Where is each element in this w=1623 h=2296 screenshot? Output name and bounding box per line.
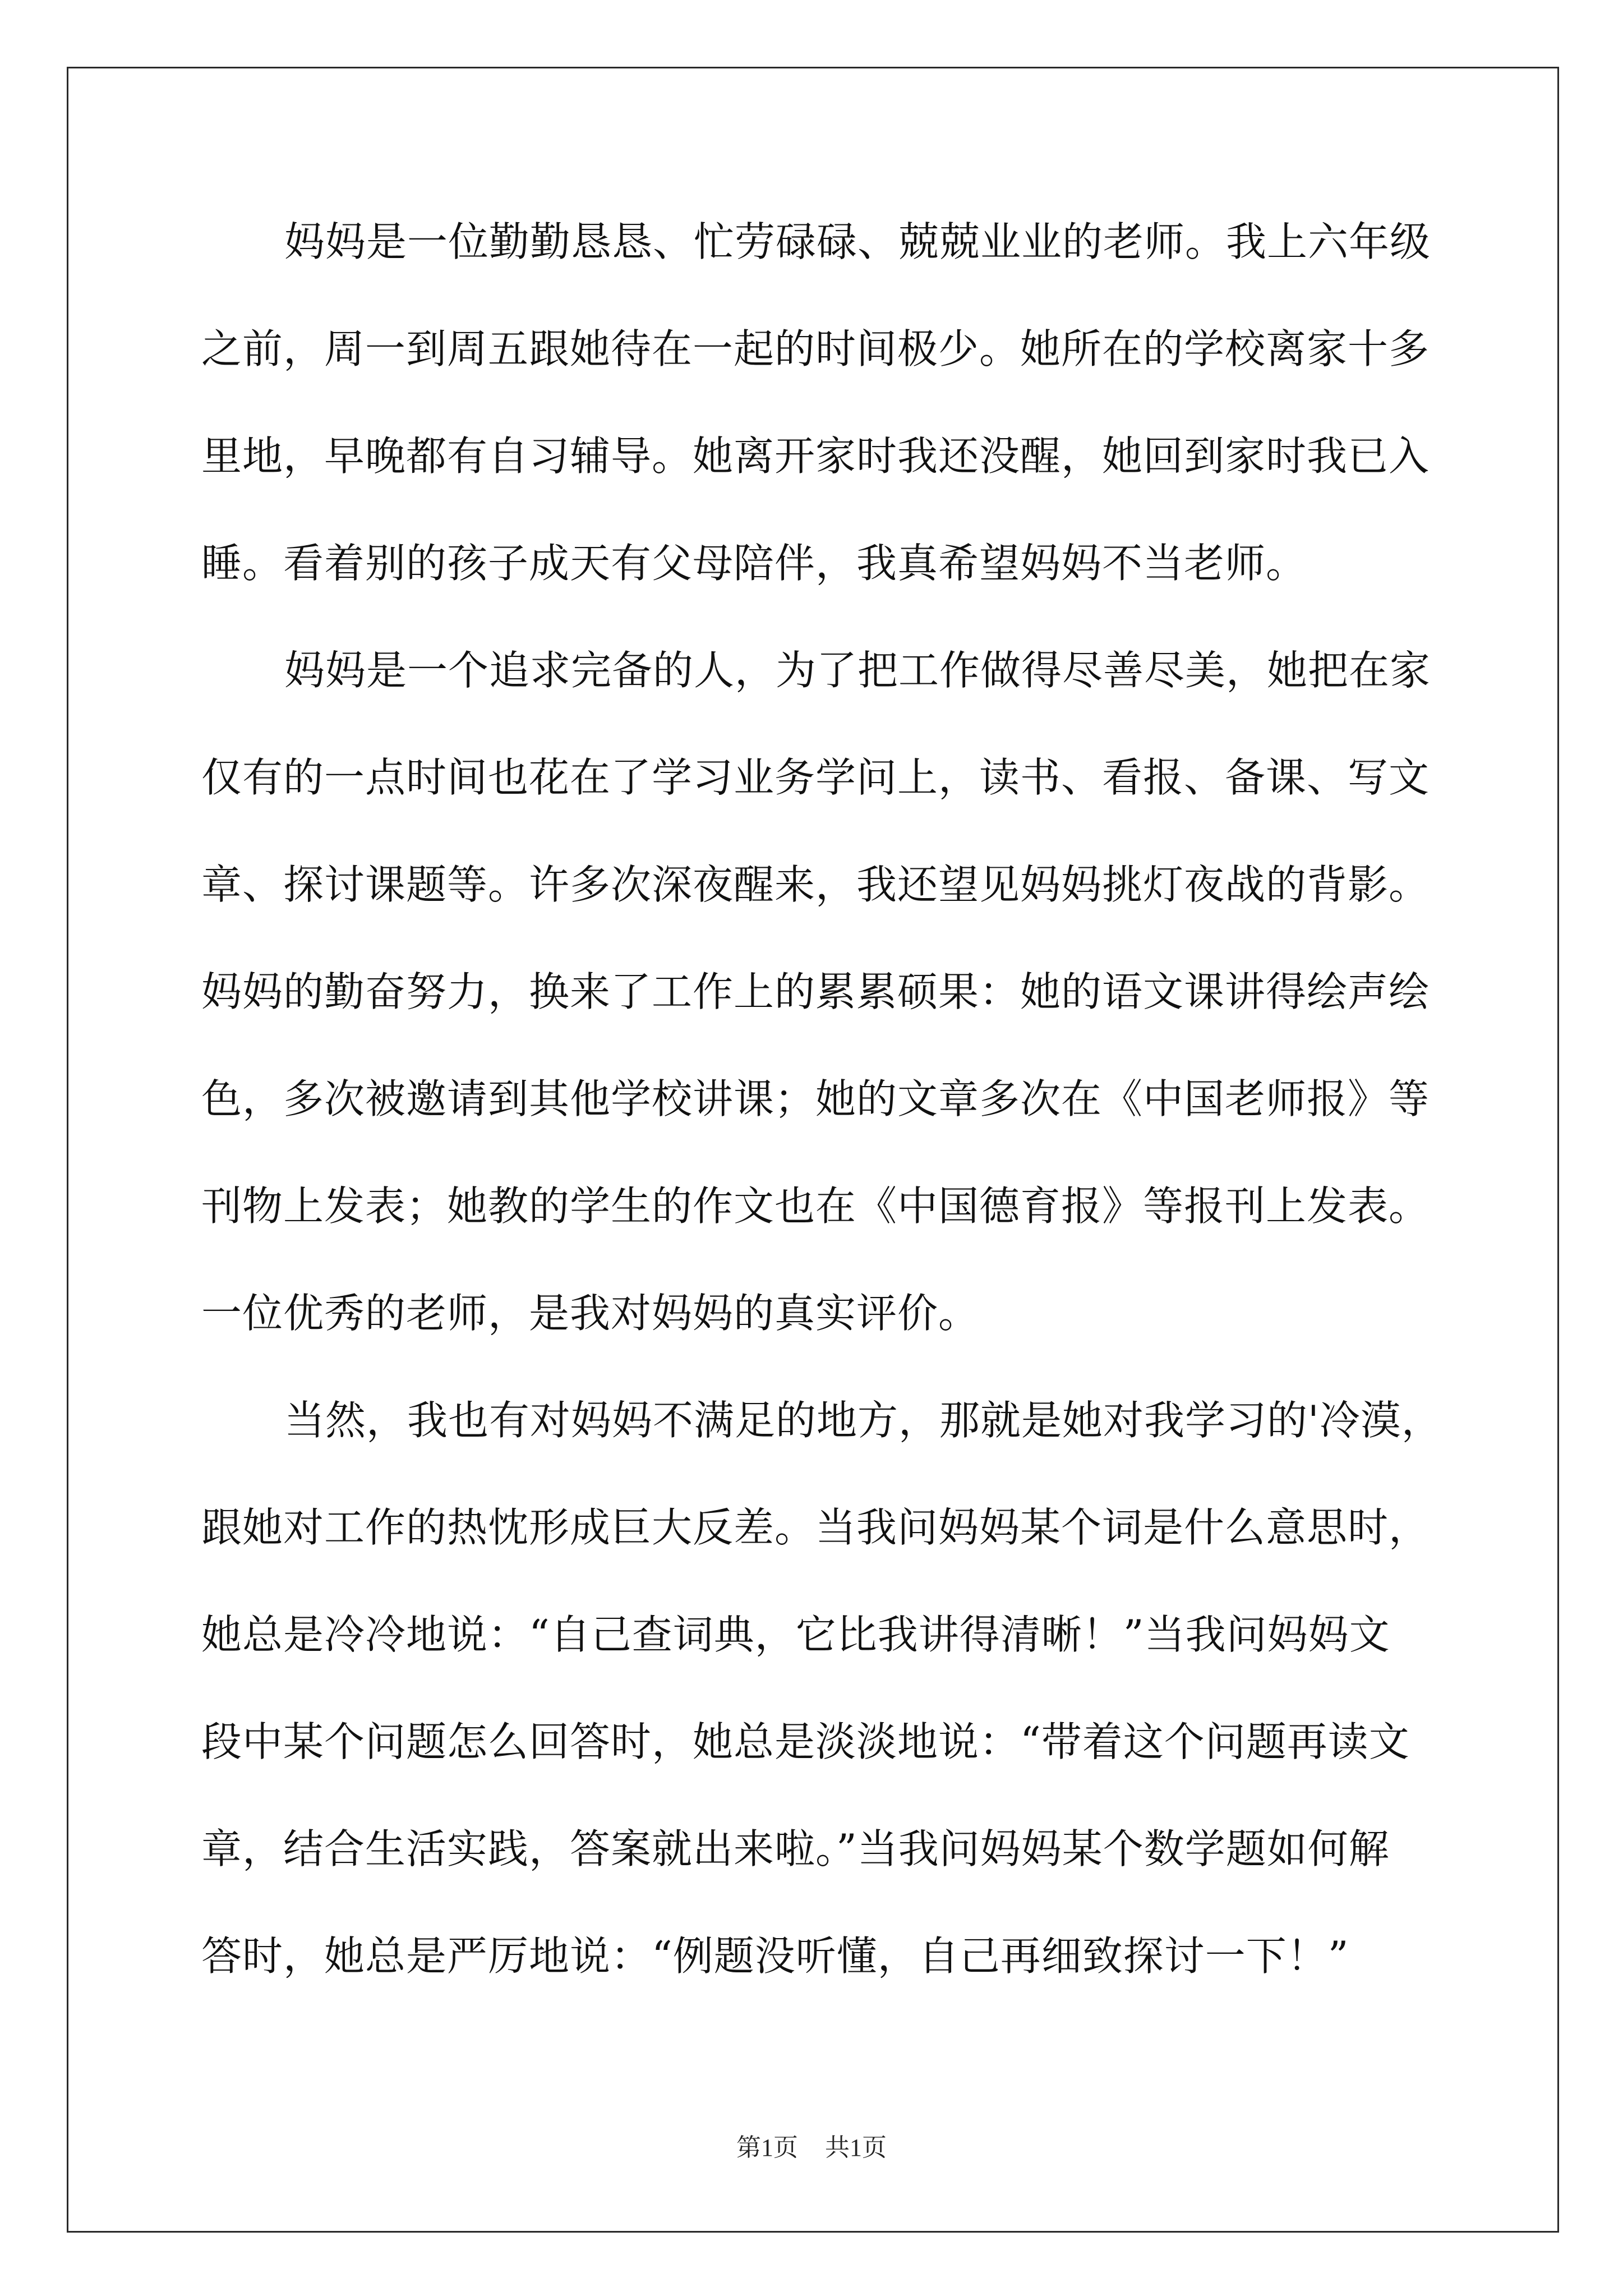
paragraph-2 [201,647,1431,1400]
paragraph-1 [201,218,1431,650]
paragraph-line: 跟她对工作的热忱形成巨大反差。当我问妈妈某个词是什么意思时， [201,1504,1430,1551]
paragraph-line: 一位优秀的老师，是我对妈妈的真实评价。 [201,1290,980,1337]
paragraph-line: 仅有的一点时间也花在了学习业务学问上，读书、看报、备课、写文 [201,754,1430,801]
paragraph-line: 段中某个问题怎么回答时，她总是淡淡地说：“带着这个问题再读文 [201,1718,1410,1765]
paragraph-line: 章，结合生活实践，答案就出来啦。”当我问妈妈某个数学题如何解 [201,1825,1390,1872]
paragraph-line: 答时，她总是严厉地说：“例题没听懂，自己再细致探讨一下！” [201,1932,1349,1980]
paragraph-line: 妈妈的勤奋努力，换来了工作上的累累硕果：她的语文课讲得绘声绘 [201,968,1430,1015]
paragraph-line: 刊物上发表；她教的学生的作文也在《中国德育报》等报刊上发表。 [201,1182,1430,1230]
paragraph-line: 当然，我也有对妈妈不满足的地方，那就是她对我学习的'冷漠， [284,1397,1442,1444]
paragraph-line: 章、探讨课题等。许多次深夜醒来，我还望见妈妈挑灯夜战的背影。 [201,861,1430,908]
paragraph-line: 她总是冷冷地说：“自己查词典，它比我讲得清晰！”当我问妈妈文 [201,1611,1390,1658]
paragraph-line: 之前，周一到周五跟她待在一起的时间极少。她所在的学校离家十多 [201,325,1430,372]
page-total: 共1页 [825,2134,887,2161]
paragraph-line: 妈妈是一个追求完备的人，为了把工作做得尽善尽美，她把在家 [284,647,1431,694]
page-footer [0,2134,1623,2161]
paragraph-line: 妈妈是一位勤勤恳恳、忙劳碌碌、兢兢业业的老师。我上六年级 [284,218,1431,265]
page-number: 第1页 [736,2134,798,2161]
paragraph-line: 里地，早晚都有自习辅导。她离开家时我还没醒，她回到家时我已入 [201,432,1430,480]
document-body [201,218,1442,2043]
paragraph-line: 睡。看着别的孩子成天有父母陪伴，我真希望妈妈不当老师。 [201,540,1307,587]
paragraph-3 [201,1397,1442,2043]
paragraph-line: 色，多次被邀请到其他学校讲课；她的文章多次在《中国老师报》等 [201,1075,1430,1122]
